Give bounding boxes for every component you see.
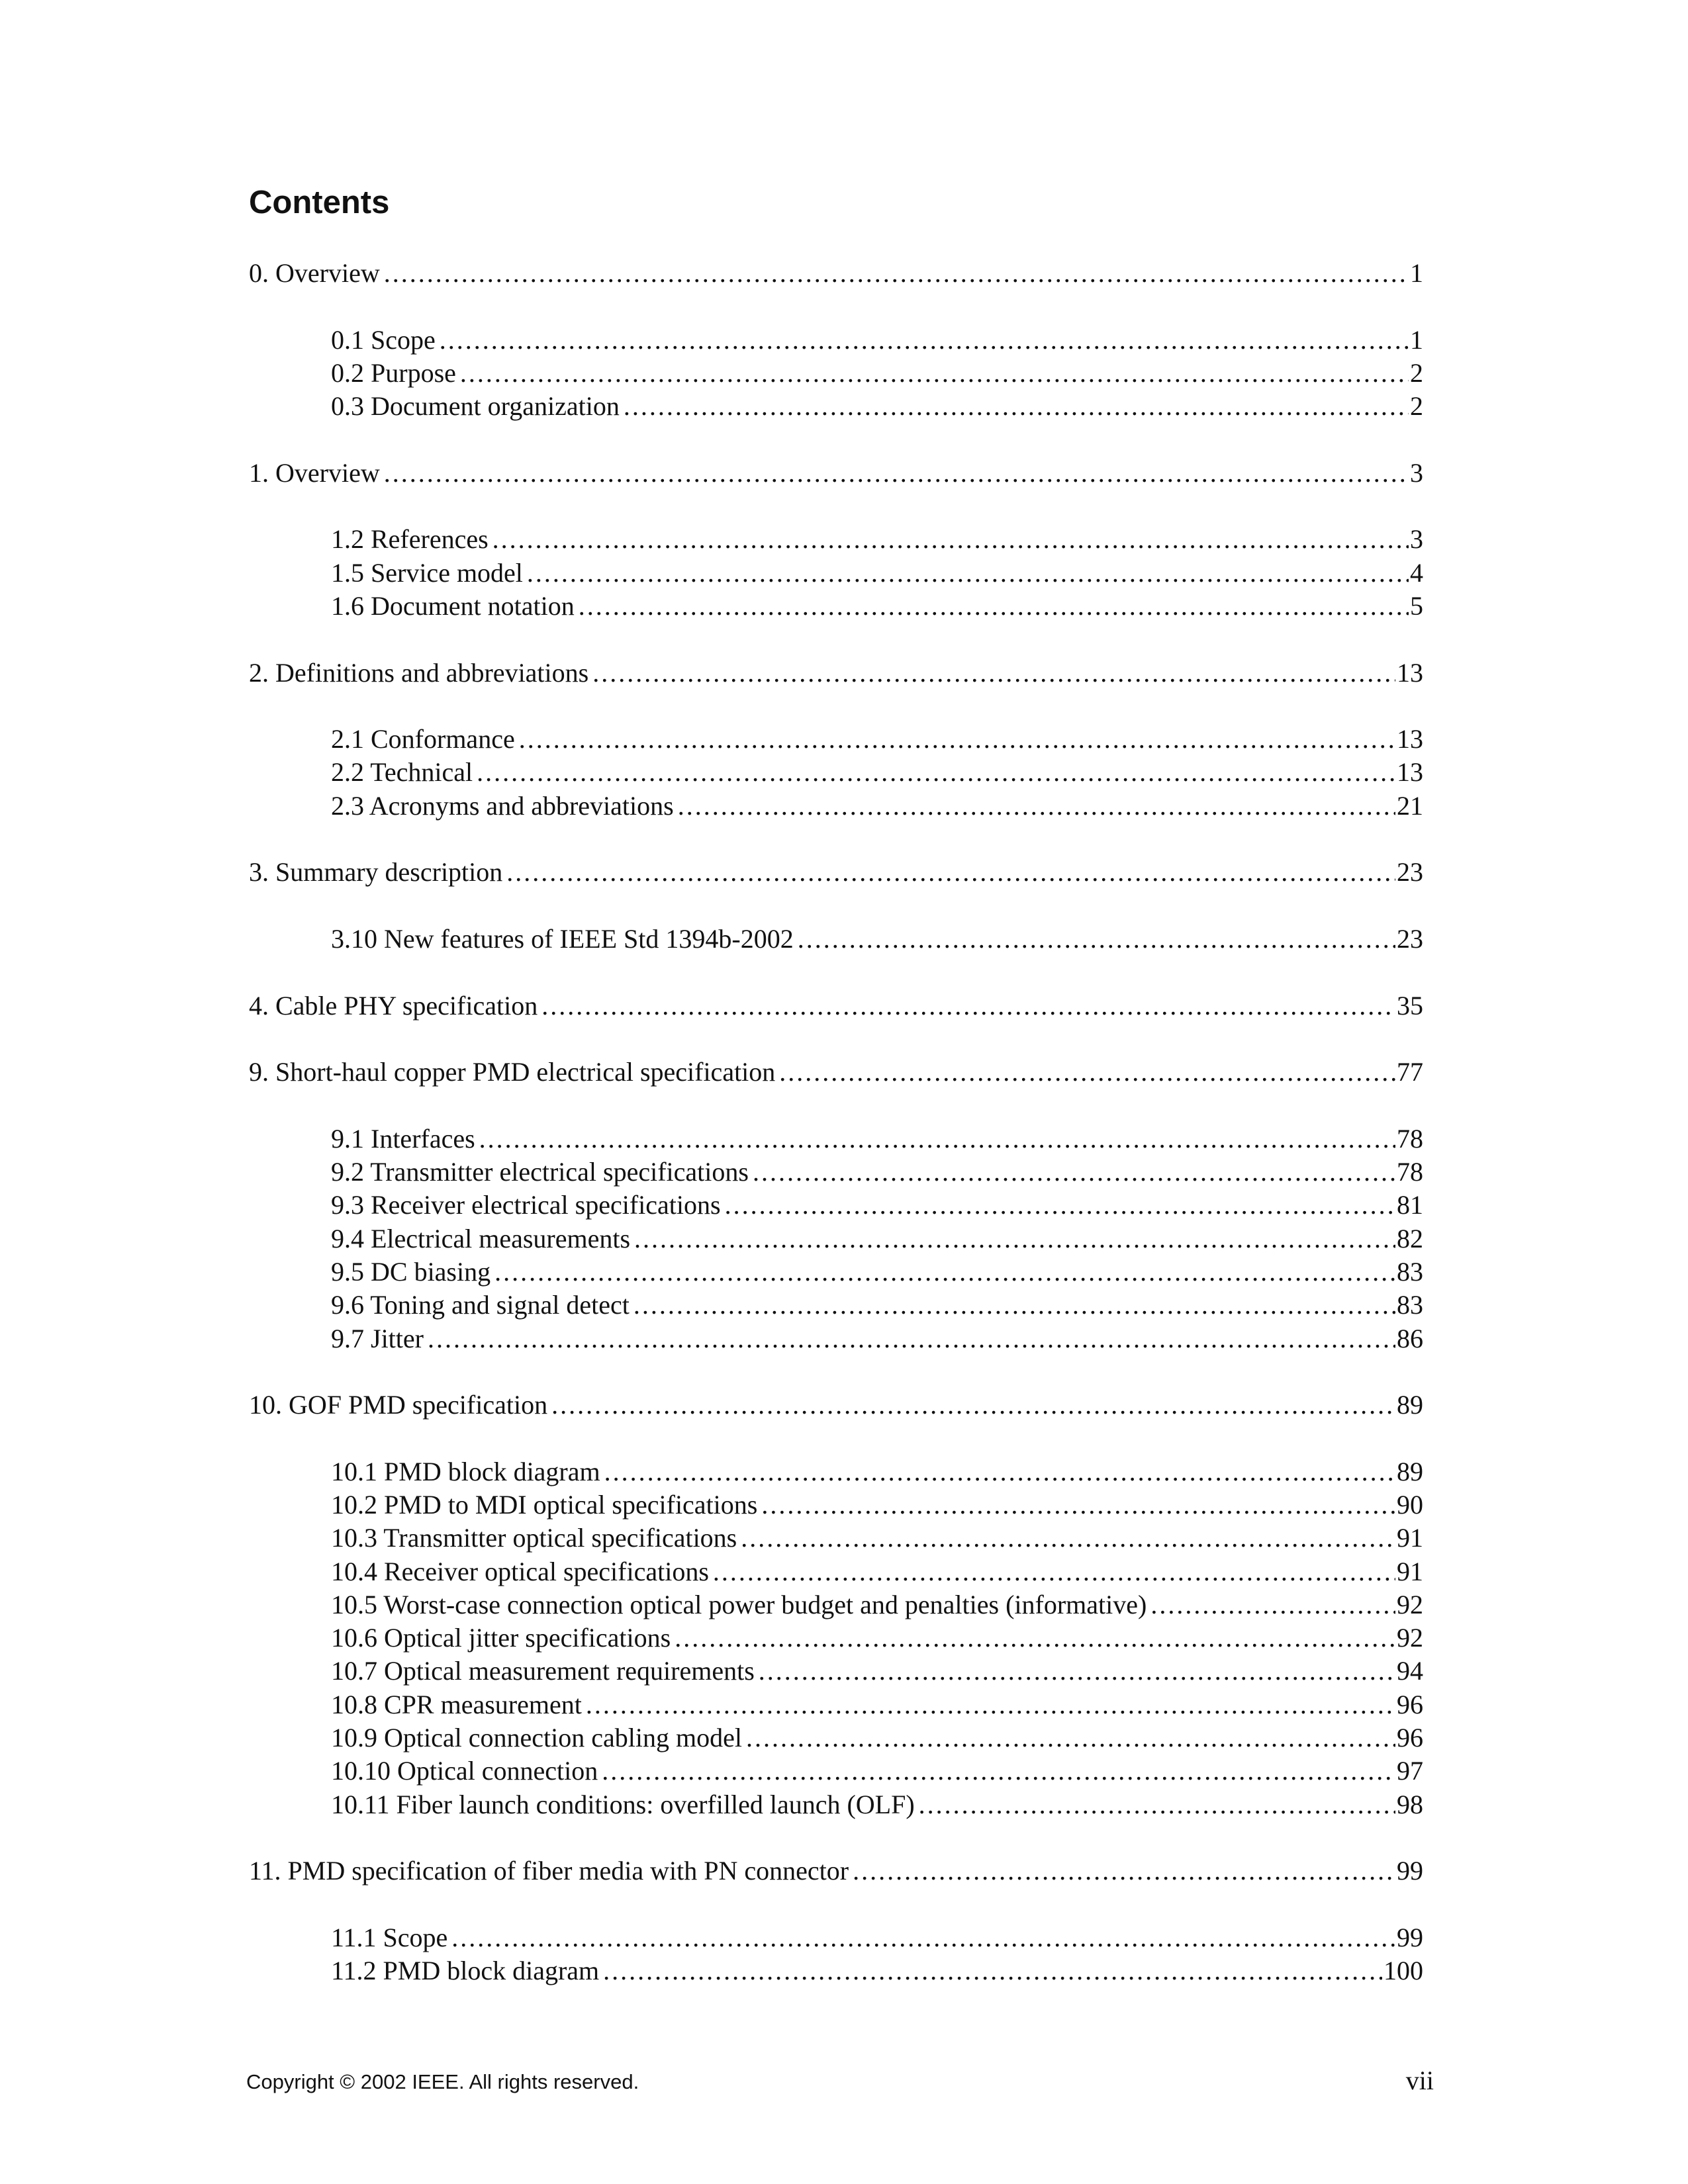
toc-entry-page: 5 bbox=[1410, 590, 1423, 621]
toc-leader-dots bbox=[602, 1754, 1395, 1788]
toc-entry-page: 23 bbox=[1397, 857, 1423, 887]
toc-leader-dots bbox=[479, 1122, 1395, 1156]
toc-entry-page: 1 bbox=[1410, 324, 1423, 355]
toc-entry-title: 9. Short-haul copper PMD electrical specification bbox=[249, 1057, 776, 1087]
toc-subentry[interactable] bbox=[249, 1921, 1423, 1954]
toc-leader-dots bbox=[440, 324, 1409, 357]
toc-subentry[interactable] bbox=[249, 756, 1423, 789]
toc-entry[interactable] bbox=[249, 1388, 1423, 1422]
toc-subentry[interactable] bbox=[249, 1289, 1423, 1322]
toc-leader-dots bbox=[579, 590, 1409, 623]
toc-entry-title: 10.5 Worst-case connection optical power budget and penalties (informative) bbox=[331, 1589, 1147, 1619]
toc-entry-title: 9.7 Jitter bbox=[331, 1323, 424, 1353]
toc-leader-dots bbox=[592, 657, 1395, 690]
toc-entry-title: 11. PMD specification of fiber media with PN connector bbox=[249, 1856, 849, 1886]
toc-entry[interactable] bbox=[249, 1854, 1423, 1888]
toc-entry-title: 11.2 PMD block diagram bbox=[331, 1956, 600, 1986]
toc-entry-title: 10.10 Optical connection bbox=[331, 1756, 598, 1786]
toc-entry-title: 2.3 Acronyms and abbreviations bbox=[331, 790, 674, 821]
toc-leader-dots bbox=[634, 1222, 1395, 1255]
toc-leader-dots bbox=[624, 390, 1409, 423]
toc-leader-dots bbox=[633, 1289, 1395, 1322]
toc-leader-dots bbox=[759, 1655, 1395, 1688]
toc-entry-page: 98 bbox=[1397, 1789, 1423, 1819]
toc-entry-page: 94 bbox=[1397, 1656, 1423, 1686]
toc-leader-dots bbox=[428, 1322, 1395, 1355]
toc-entry-title: 10.3 Transmitter optical specifications bbox=[331, 1523, 737, 1553]
toc-leader-dots bbox=[746, 1721, 1395, 1754]
toc-entry-title: 9.2 Transmitter electrical specifications bbox=[331, 1157, 749, 1187]
toc-leader-dots bbox=[761, 1488, 1395, 1522]
toc-entry-page: 13 bbox=[1397, 657, 1423, 688]
toc-leader-dots bbox=[1150, 1588, 1395, 1621]
toc-entry[interactable] bbox=[249, 657, 1423, 690]
toc-subentry[interactable] bbox=[249, 590, 1423, 623]
toc-leader-dots bbox=[494, 1255, 1395, 1289]
toc-entry-page: 83 bbox=[1397, 1256, 1423, 1287]
toc-leader-dots bbox=[675, 1621, 1395, 1655]
toc-subentry[interactable] bbox=[249, 1688, 1423, 1721]
toc-entry-title: 10.4 Receiver optical specifications bbox=[331, 1556, 709, 1586]
toc-entry-title: 9.6 Toning and signal detect bbox=[331, 1290, 630, 1320]
toc-entry-page: 82 bbox=[1397, 1223, 1423, 1253]
toc-entry-title: 0.1 Scope bbox=[331, 324, 436, 355]
toc-subentry[interactable] bbox=[249, 1954, 1423, 1987]
toc-entry-title: 10.1 PMD block diagram bbox=[331, 1456, 600, 1486]
toc-entry-title: 11.1 Scope bbox=[331, 1922, 448, 1952]
toc-entry-title: 1. Overview bbox=[249, 457, 380, 488]
toc-entry-title: 1.2 References bbox=[331, 524, 489, 555]
toc-entry[interactable] bbox=[249, 856, 1423, 889]
toc-entry[interactable] bbox=[249, 257, 1423, 290]
toc-entry-title: 2.2 Technical bbox=[331, 757, 473, 788]
toc-entry-page: 2 bbox=[1410, 357, 1423, 388]
toc-entry-page: 86 bbox=[1397, 1323, 1423, 1353]
toc-entry-page: 4 bbox=[1410, 557, 1423, 588]
toc-entry-title: 1.5 Service model bbox=[331, 557, 523, 588]
page-title: Contents bbox=[249, 185, 390, 220]
toc-leader-dots bbox=[519, 723, 1395, 756]
toc-subentry[interactable] bbox=[249, 1555, 1423, 1588]
toc-entry-title: 0. Overview bbox=[249, 258, 380, 288]
toc-entry-title: 9.4 Electrical measurements bbox=[331, 1223, 631, 1253]
toc-subentry[interactable] bbox=[249, 1255, 1423, 1289]
toc-leader-dots bbox=[477, 756, 1395, 789]
toc-entry-page: 99 bbox=[1397, 1856, 1423, 1886]
toc-subentry[interactable] bbox=[249, 1788, 1423, 1821]
toc-leader-dots bbox=[384, 257, 1409, 290]
toc-leader-dots bbox=[506, 856, 1395, 889]
toc-entry-page: 2 bbox=[1410, 391, 1423, 422]
toc-entry-title: 0.3 Document organization bbox=[331, 391, 620, 422]
toc-entry[interactable] bbox=[249, 989, 1423, 1023]
toc-subentry[interactable] bbox=[249, 1455, 1423, 1488]
toc-leader-dots bbox=[603, 1954, 1382, 1987]
toc-leader-dots bbox=[604, 1455, 1395, 1488]
toc-leader-dots bbox=[492, 523, 1409, 556]
toc-entry-title: 3.10 New features of IEEE Std 1394b-2002 bbox=[331, 923, 794, 954]
toc-entry-page: 89 bbox=[1397, 1390, 1423, 1420]
toc-subentry[interactable] bbox=[249, 1721, 1423, 1754]
toc-entry-title: 2. Definitions and abbreviations bbox=[249, 657, 589, 688]
toc-subentry[interactable] bbox=[249, 1754, 1423, 1788]
toc-leader-dots bbox=[753, 1156, 1395, 1189]
toc-entry-page: 21 bbox=[1397, 790, 1423, 821]
toc-leader-dots bbox=[527, 557, 1409, 590]
toc-entry-page: 92 bbox=[1397, 1623, 1423, 1653]
toc-entry-title: 10.9 Optical connection cabling model bbox=[331, 1723, 742, 1753]
toc-leader-dots bbox=[551, 1388, 1395, 1422]
toc-entry-page: 91 bbox=[1397, 1523, 1423, 1553]
toc-subentry[interactable] bbox=[249, 523, 1423, 556]
toc-entry-title: 2.1 Conformance bbox=[331, 724, 515, 754]
toc-entry-page: 3 bbox=[1410, 524, 1423, 555]
toc-entry-title: 3. Summary description bbox=[249, 857, 503, 887]
toc-entry-page: 23 bbox=[1397, 923, 1423, 954]
toc-leader-dots bbox=[678, 790, 1395, 823]
toc-entry-title: 10.6 Optical jitter specifications bbox=[331, 1623, 671, 1653]
toc-leader-dots bbox=[725, 1189, 1395, 1222]
toc-entry-page: 13 bbox=[1397, 724, 1423, 754]
toc-entry-title: 10.2 PMD to MDI optical specifications bbox=[331, 1489, 758, 1520]
toc-leader-dots bbox=[713, 1555, 1395, 1588]
toc-entry-page: 97 bbox=[1397, 1756, 1423, 1786]
toc-leader-dots bbox=[460, 357, 1409, 390]
toc-leader-dots bbox=[586, 1688, 1395, 1721]
toc-leader-dots bbox=[919, 1788, 1395, 1821]
toc-entry-page: 78 bbox=[1397, 1123, 1423, 1154]
toc-entry[interactable] bbox=[249, 457, 1423, 490]
toc-subentry[interactable] bbox=[249, 324, 1423, 357]
toc-subentry[interactable] bbox=[249, 390, 1423, 423]
toc-subentry[interactable] bbox=[249, 1156, 1423, 1189]
table-of-contents bbox=[249, 257, 1423, 1987]
toc-entry-page: 89 bbox=[1397, 1456, 1423, 1486]
toc-leader-dots bbox=[451, 1921, 1395, 1954]
toc-leader-dots bbox=[779, 1056, 1395, 1089]
toc-subentry[interactable] bbox=[249, 1189, 1423, 1222]
toc-entry-title: 10.8 CPR measurement bbox=[331, 1689, 582, 1719]
toc-subentry[interactable] bbox=[249, 790, 1423, 823]
toc-leader-dots bbox=[798, 923, 1395, 956]
toc-entry-page: 92 bbox=[1397, 1589, 1423, 1619]
toc-entry-title: 9.1 Interfaces bbox=[331, 1123, 475, 1154]
toc-subentry[interactable] bbox=[249, 1222, 1423, 1255]
toc-subentry[interactable] bbox=[249, 923, 1423, 956]
toc-leader-dots bbox=[541, 989, 1395, 1023]
toc-subentry[interactable] bbox=[249, 1655, 1423, 1688]
toc-subentry[interactable] bbox=[249, 557, 1423, 590]
toc-subentry[interactable] bbox=[249, 1588, 1423, 1621]
toc-entry-title: 10. GOF PMD specification bbox=[249, 1390, 548, 1420]
toc-subentry[interactable] bbox=[249, 1122, 1423, 1156]
toc-entry-title: 1.6 Document notation bbox=[331, 590, 575, 621]
toc-entry-page: 96 bbox=[1397, 1689, 1423, 1719]
toc-entry-page: 3 bbox=[1410, 457, 1423, 488]
toc-entry-title: 10.11 Fiber launch conditions: overfilled launch (OLF) bbox=[331, 1789, 915, 1819]
toc-entry-page: 90 bbox=[1397, 1489, 1423, 1520]
toc-entry-title: 4. Cable PHY specification bbox=[249, 990, 538, 1021]
toc-entry[interactable] bbox=[249, 1056, 1423, 1089]
toc-entry-page: 1 bbox=[1410, 258, 1423, 288]
toc-entry-page: 91 bbox=[1397, 1556, 1423, 1586]
toc-entry-title: 10.7 Optical measurement requirements bbox=[331, 1656, 755, 1686]
toc-subentry[interactable] bbox=[249, 1488, 1423, 1522]
page-number: vii bbox=[1405, 2066, 1434, 2095]
toc-entry-page: 99 bbox=[1397, 1922, 1423, 1952]
copyright-notice: Copyright © 2002 IEEE. All rights reserved. bbox=[246, 2070, 639, 2093]
toc-entry-page: 35 bbox=[1397, 990, 1423, 1021]
toc-entry-page: 13 bbox=[1397, 757, 1423, 788]
toc-entry-page: 77 bbox=[1397, 1057, 1423, 1087]
toc-subentry[interactable] bbox=[249, 357, 1423, 390]
toc-subentry[interactable] bbox=[249, 1522, 1423, 1555]
toc-entry-page: 78 bbox=[1397, 1157, 1423, 1187]
toc-leader-dots bbox=[384, 457, 1409, 490]
toc-subentry[interactable] bbox=[249, 1322, 1423, 1355]
toc-entry-title: 9.3 Receiver electrical specifications bbox=[331, 1190, 721, 1220]
toc-leader-dots bbox=[741, 1522, 1395, 1555]
toc-entry-page: 100 bbox=[1383, 1956, 1423, 1986]
toc-entry-page: 83 bbox=[1397, 1290, 1423, 1320]
toc-entry-page: 81 bbox=[1397, 1190, 1423, 1220]
toc-subentry[interactable] bbox=[249, 1621, 1423, 1655]
toc-leader-dots bbox=[853, 1854, 1395, 1888]
toc-entry-page: 96 bbox=[1397, 1723, 1423, 1753]
toc-subentry[interactable] bbox=[249, 723, 1423, 756]
toc-entry-title: 0.2 Purpose bbox=[331, 357, 456, 388]
toc-entry-title: 9.5 DC biasing bbox=[331, 1256, 491, 1287]
